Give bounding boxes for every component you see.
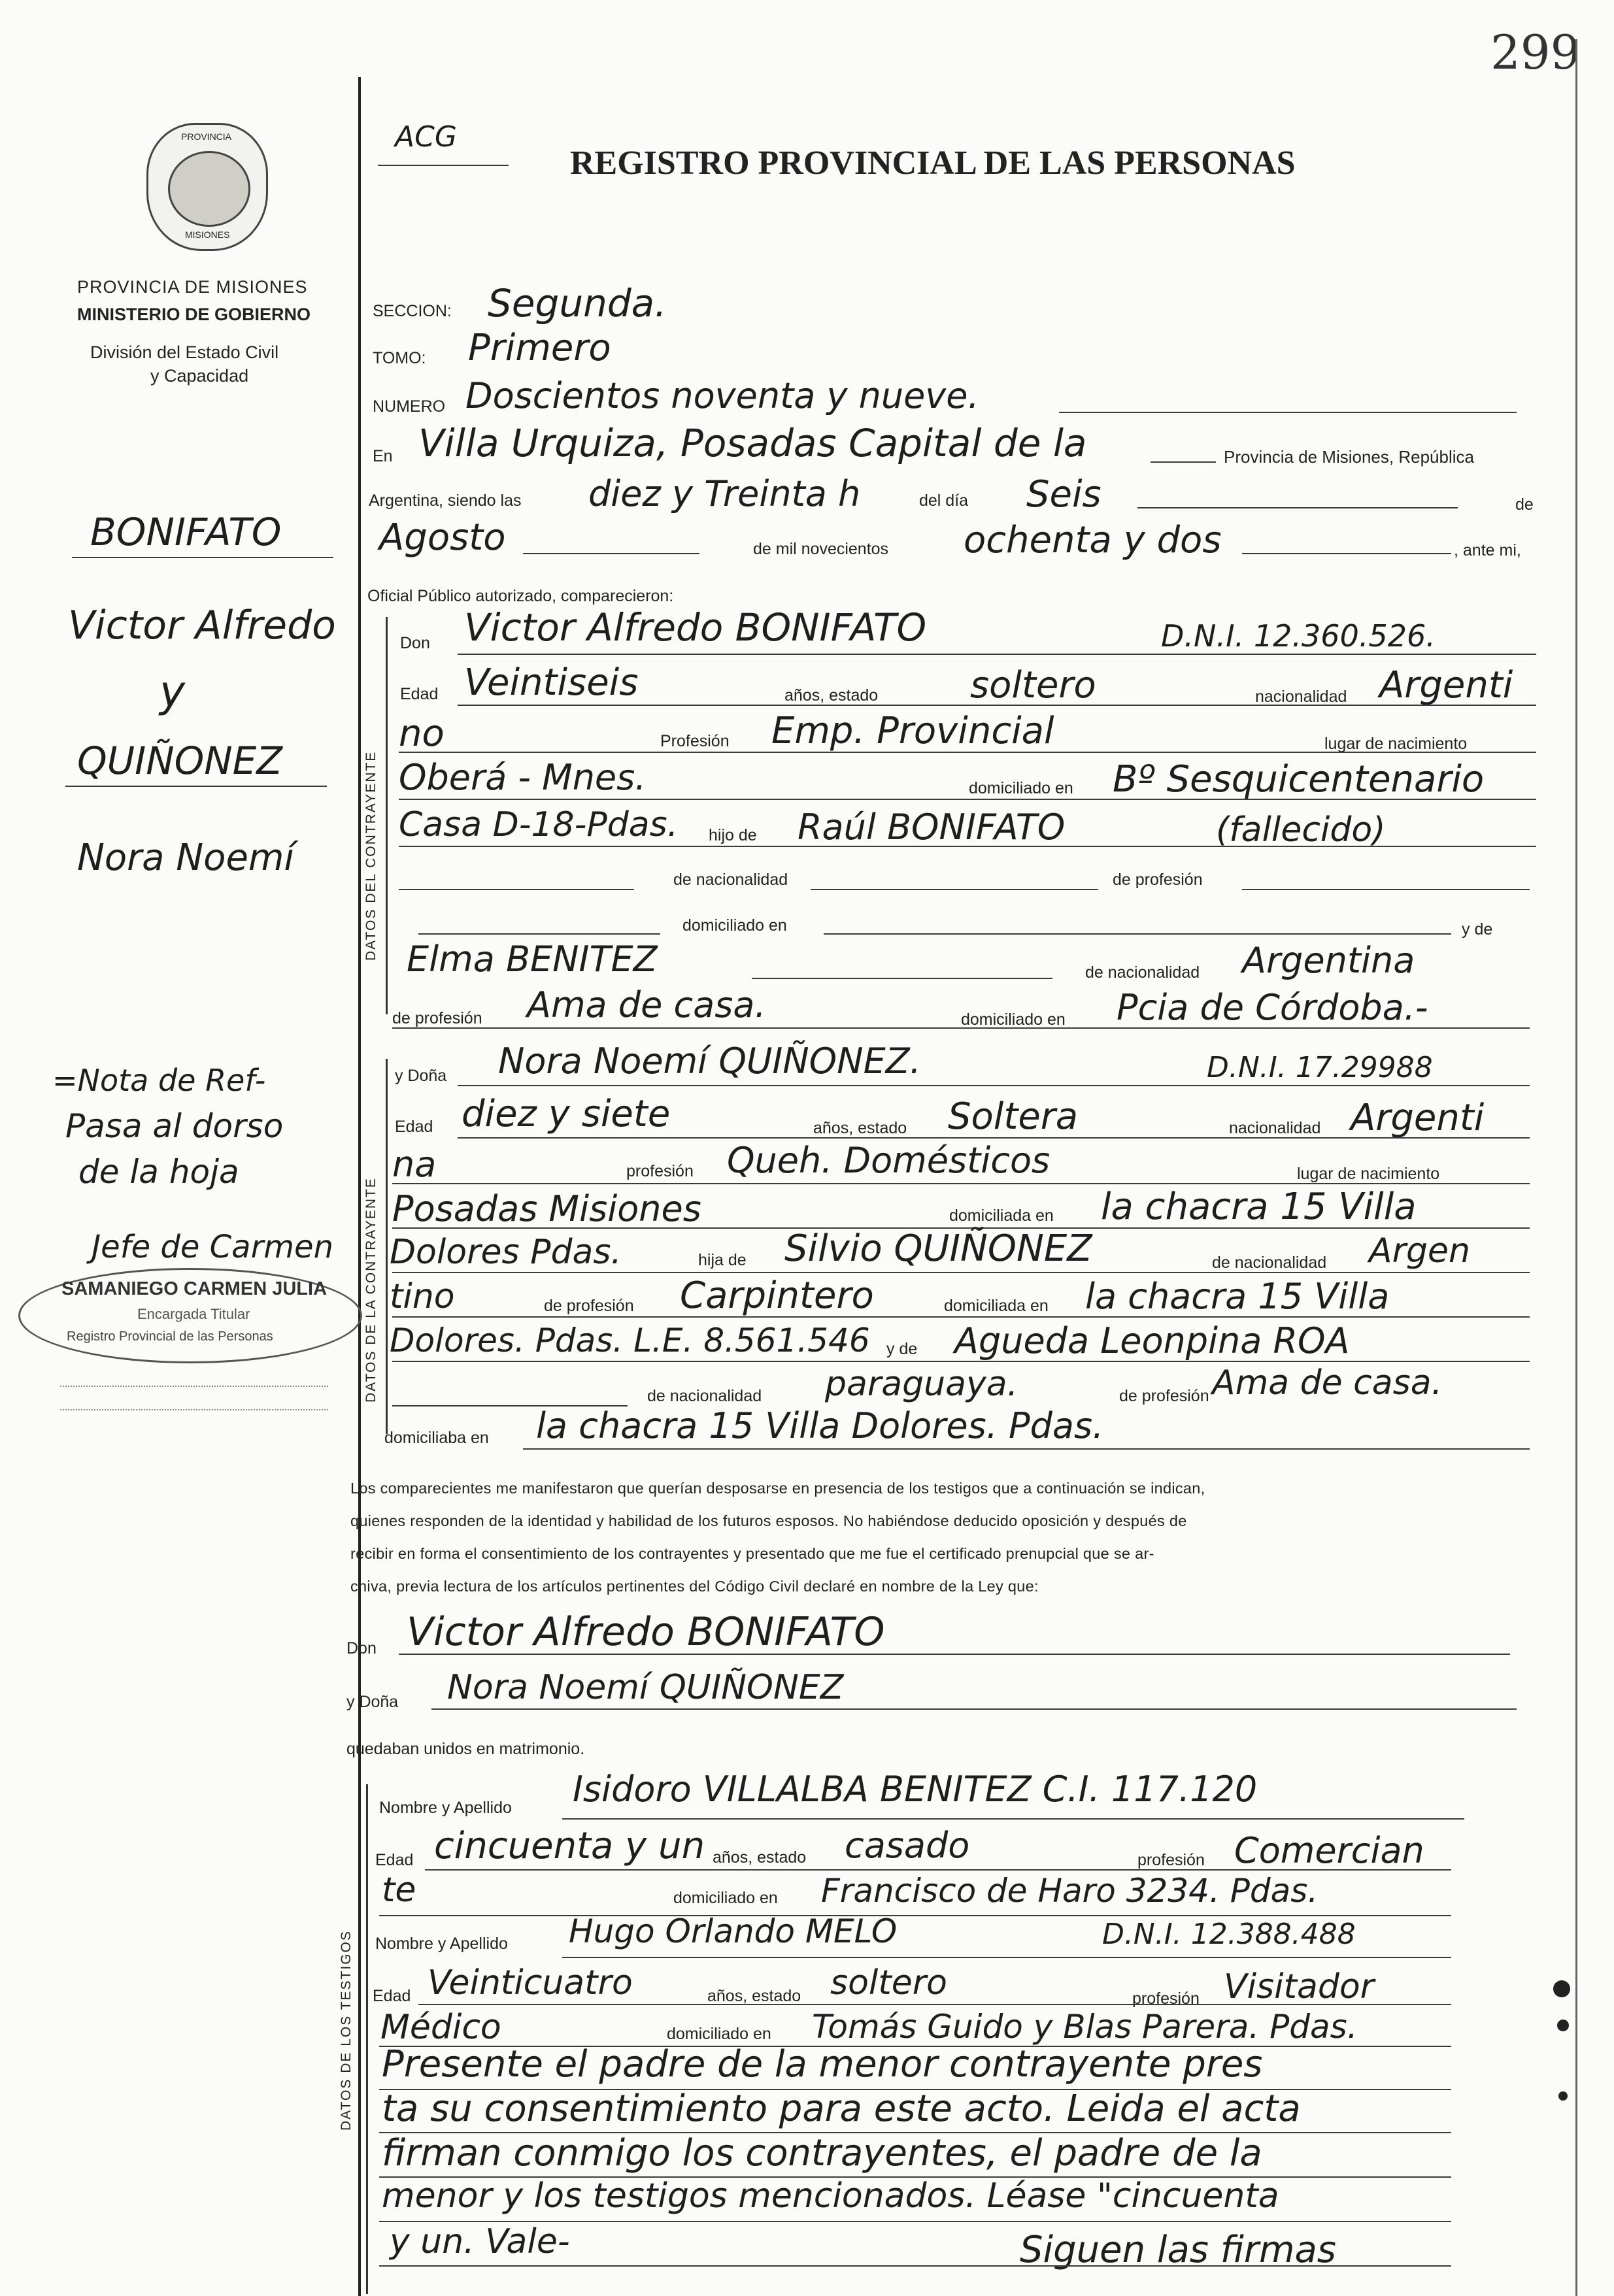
nac-value-2b: na <box>392 1144 437 1185</box>
punch-hole-3 <box>1558 2091 1568 2101</box>
testigo-2-prof-b: Médico <box>380 2008 501 2047</box>
testigo-1-value: Isidoro VILLALBA BENITEZ C.I. 117.120 <box>573 1769 1258 1810</box>
contrayente-box <box>386 617 388 1014</box>
padre-value-1: Raúl BONIFATO <box>798 807 1066 848</box>
dom-value-2b: Dolores Pdas. <box>390 1233 622 1272</box>
domiciliado-label-3: domiciliado en <box>961 1010 1066 1029</box>
profesion-label-t2: profesión <box>1132 1989 1200 2008</box>
observation-line-1: Presente el padre de la menor contrayente pres <box>382 2043 1263 2086</box>
testigo-1-prof-b: te <box>382 1871 416 1910</box>
domiciliada-label-1: domiciliada en <box>949 1206 1054 1225</box>
provincia-label: Provincia de Misiones, República <box>1224 447 1474 467</box>
quedaban-label: quedaban unidos en matrimonio. <box>346 1740 585 1758</box>
anio-value: ochenta y dos <box>964 519 1222 561</box>
testigo-1-dom: Francisco de Haro 3234. Pdas. <box>821 1872 1319 1910</box>
estado-value-2: Soltera <box>948 1095 1079 1138</box>
testigos-box <box>366 1784 368 2294</box>
mes-value: Agosto <box>379 516 506 559</box>
testigo-2-dom: Tomás Guido y Blas Parera. Pdas. <box>812 2008 1358 2046</box>
edad-value-2: diez y siete <box>462 1093 671 1135</box>
dom-value-2a: la chacra 15 Villa <box>1101 1186 1417 1228</box>
de-label: de <box>1515 495 1534 514</box>
lugar-nac-value-1: Oberá - Mnes. <box>399 757 647 798</box>
edad-value-1: Veintiseis <box>464 661 639 704</box>
de-prof-label-1: de profesión <box>1113 871 1203 889</box>
dona-dni: D.N.I. 17.29988 <box>1207 1051 1433 1084</box>
division-line-1: División del Estado Civil <box>90 342 279 362</box>
margin-amp: y <box>160 667 186 717</box>
de-prof-label-3: de profesión <box>544 1297 634 1315</box>
stamp-office: Registro Provincial de las Personas <box>67 1329 273 1344</box>
hora-value: diez y Treinta h <box>588 473 861 514</box>
punch-hole-1 <box>1553 1980 1570 1997</box>
testigo-1-estado: casado <box>845 1825 970 1866</box>
union-don-value: Victor Alfredo BONIFATO <box>407 1609 885 1655</box>
tomo-value: Primero <box>468 327 611 369</box>
union-dona-value: Nora Noemí QUIÑONEZ <box>447 1668 844 1707</box>
padre-nac-2b: tino <box>390 1277 455 1316</box>
estado-value-1: soltero <box>970 664 1096 707</box>
testigo-2-prof-a: Visitador <box>1224 1967 1375 2006</box>
madre-prof-1: Ama de casa. <box>527 984 766 1025</box>
punch-hole-2 <box>1557 2020 1569 2031</box>
observation-line-3: firman conmigo los contrayentes, el padre de la <box>382 2132 1262 2174</box>
dom-value-1a: Bº Sesquicentenario <box>1113 758 1485 801</box>
nacionalidad-label-2: nacionalidad <box>1229 1119 1321 1137</box>
padre-prof-2: Carpintero <box>680 1274 874 1317</box>
initials: ACG <box>395 120 457 154</box>
margin-note-2: Pasa al dorso <box>65 1107 284 1145</box>
madre-nac-2: paraguaya. <box>825 1365 1018 1404</box>
oficial-label: Oficial Público autorizado, comparecieron: <box>367 587 674 605</box>
observation-line-2: ta su consentimiento para este acto. Leida el acta <box>382 2088 1301 2130</box>
observation-line-5: y un. Vale- <box>390 2222 570 2261</box>
union-don-label: Don <box>346 1639 377 1657</box>
seal-top: PROVINCIA <box>181 131 232 142</box>
nac-value-1a: Argenti <box>1379 664 1513 707</box>
nac-value-2a: Argenti <box>1351 1097 1485 1139</box>
lugar-value: Villa Urquiza, Posadas Capital de la <box>418 421 1087 465</box>
lugar-nac-label-1: lugar de nacimiento <box>1324 735 1468 753</box>
anos-estado-label-t1: años, estado <box>713 1848 807 1867</box>
margin-note-3: de la hoja <box>78 1153 239 1191</box>
ministry-name: MINISTERIO DE GOBIERNO <box>77 305 311 324</box>
domiciliado-label-t1: domiciliado en <box>673 1889 778 1907</box>
don-dni: D.N.I. 12.360.526. <box>1161 618 1436 654</box>
paragraph-line-1: Los comparecientes me manifestaron que querían desposarse en presencia de los testigos que a continuación se indican, <box>350 1480 1205 1497</box>
hijo-de-label: hijo de <box>709 826 757 844</box>
madre-nac-1: Argentina <box>1242 940 1415 981</box>
contrayenta-box <box>386 1059 388 1434</box>
de-nac-label-2: de nacionalidad <box>1085 963 1200 982</box>
padre-dom-2b: Dolores. Pdas. L.E. 8.561.546 <box>390 1322 870 1359</box>
side-label-contrayente: DATOS DEL CONTRAYENTE <box>363 750 378 961</box>
dia-value: Seis <box>1026 473 1101 516</box>
profesion-label-2: profesión <box>626 1162 694 1180</box>
edad-label-2: Edad <box>395 1118 433 1136</box>
y-de-label-2: y de <box>886 1340 918 1358</box>
paragraph-line-2: quienes responden de la identidad y habilidad de los futuros esposos. No habiéndose deducido oposición y después de <box>350 1512 1187 1529</box>
numero-value: Doscientos noventa y nueve. <box>465 375 979 416</box>
domiciliado-label-t2: domiciliado en <box>667 2025 771 2043</box>
numero-label: NUMERO <box>373 397 446 416</box>
del-dia-label: del día <box>919 491 969 510</box>
en-label: En <box>373 447 393 465</box>
testigo-1-prof-a: Comercian <box>1234 1830 1424 1871</box>
main-vertical-rule <box>358 77 361 2296</box>
margin-name-1: Victor Alfredo <box>68 603 336 648</box>
paragraph-line-3: recibir en forma el consentimiento de los contrayentes y presentado que me fue el certificado prenupcial que se ar- <box>350 1545 1154 1562</box>
province-name: PROVINCIA DE MISIONES <box>77 277 308 297</box>
madre-dom-2: la chacra 15 Villa Dolores. Pdas. <box>536 1405 1104 1446</box>
padre-value-2: Silvio QUIÑONEZ <box>784 1227 1092 1270</box>
union-dona-label: y Doña <box>346 1693 399 1711</box>
prof-value-1: Emp. Provincial <box>771 710 1054 752</box>
observation-line-6: Siguen las firmas <box>1020 2229 1336 2271</box>
document-title: REGISTRO PROVINCIAL DE LAS PERSONAS <box>570 144 1296 182</box>
prof-value-2: Queh. Domésticos <box>727 1140 1051 1181</box>
testigo-2-edad: Veinticuatro <box>428 1963 633 2003</box>
madre-dom-1: Pcia de Córdoba.- <box>1117 987 1428 1028</box>
division-line-2: y Capacidad <box>150 366 249 386</box>
registrar-signature: Jefe de Carmen <box>92 1229 334 1265</box>
de-nac-label-4: de nacionalidad <box>647 1387 762 1405</box>
madre-value-2: Agueda Leonpina ROA <box>954 1320 1350 1361</box>
de-nac-label-1: de nacionalidad <box>673 871 788 889</box>
anos-estado-label-1: años, estado <box>784 686 879 705</box>
don-label: Don <box>400 634 430 652</box>
profesion-label-1: Profesión <box>660 732 730 750</box>
testigo-2-value: Hugo Orlando MELO <box>569 1912 898 1950</box>
madre-prof-2: Ama de casa. <box>1212 1363 1443 1403</box>
paragraph-line-4: chiva, previa lectura de los artículos pertinentes del Código Civil declaré en nombre de la Ley que: <box>350 1578 1039 1595</box>
seccion-label: SECCION: <box>373 302 452 320</box>
margin-surname-1: BONIFATO <box>90 510 282 554</box>
edad-label-t1: Edad <box>375 1851 414 1869</box>
margin-surname-2: QUIÑONEZ <box>77 739 283 783</box>
nombre-label-1: Nombre y Apellido <box>379 1799 512 1817</box>
y-de-label: y de <box>1462 920 1493 939</box>
domiciliado-label-2: domiciliado en <box>682 916 787 935</box>
profesion-label-t1: profesión <box>1137 1851 1205 1869</box>
de-prof-label-2: de profesión <box>392 1009 482 1027</box>
padre-dom-2a: la chacra 15 Villa <box>1085 1276 1390 1317</box>
testigo-2-estado: soltero <box>830 1963 947 2003</box>
nacionalidad-label-1: nacionalidad <box>1255 688 1347 706</box>
margin-note-1: =Nota de Ref- <box>52 1063 266 1098</box>
don-value: Victor Alfredo BONIFATO <box>464 605 927 650</box>
anos-estado-label-2: años, estado <box>813 1119 907 1137</box>
province-seal <box>146 123 268 251</box>
margin-name-2: Nora Noemí <box>77 837 295 879</box>
dona-value: Nora Noemí QUIÑONEZ. <box>498 1040 921 1082</box>
ante-mi-label: , ante mi, <box>1454 541 1521 559</box>
domiciliado-label-1: domiciliado en <box>969 779 1073 797</box>
stamp-title: Encargada Titular <box>137 1306 250 1322</box>
nac-value-1b: no <box>399 712 445 755</box>
y-dona-label: y Doña <box>395 1067 447 1085</box>
dom-value-1b: Casa D-18-Pdas. <box>399 805 679 844</box>
side-label-testigos: DATOS DE LOS TESTIGOS <box>339 1930 354 2131</box>
padre-estado-1: (fallecido) <box>1216 810 1386 850</box>
argentina-label: Argentina, siendo las <box>369 491 522 510</box>
seccion-value: Segunda. <box>488 281 667 325</box>
testigo-2-dni: D.N.I. 12.388.488 <box>1102 1918 1356 1951</box>
tomo-label: TOMO: <box>373 349 426 367</box>
edad-label-1: Edad <box>400 685 439 703</box>
domiciliaba-label: domiciliaba en <box>384 1429 489 1447</box>
observation-line-4: menor y los testigos mencionados. Léase "cincuenta <box>382 2176 1279 2216</box>
nombre-label-2: Nombre y Apellido <box>375 1935 508 1953</box>
hija-de-label: hija de <box>698 1251 747 1269</box>
testigo-1-edad: cincuenta y un <box>434 1825 705 1867</box>
de-prof-label-4: de profesión <box>1119 1387 1209 1405</box>
anos-estado-label-t2: años, estado <box>707 1987 801 2005</box>
de-nac-label-3: de nacionalidad <box>1212 1254 1327 1272</box>
padre-nac-2a: Argen <box>1369 1231 1470 1271</box>
side-label-contrayente-f: DATOS DE LA CONTRAYENTE <box>363 1177 378 1403</box>
domiciliada-label-2: domiciliada en <box>944 1297 1049 1315</box>
seal-bottom: MISIONES <box>185 229 230 240</box>
madre-value-1: Elma BENITEZ <box>407 939 658 980</box>
lugar-nac-value-2: Posadas Misiones <box>392 1188 701 1229</box>
page-number: 299 <box>1490 25 1581 80</box>
seal-emblem <box>168 151 250 227</box>
edad-label-t2: Edad <box>373 1987 411 2005</box>
de-mil-label: de mil novecientos <box>753 540 889 558</box>
stamp-name: SAMANIEGO CARMEN JULIA <box>61 1278 328 1299</box>
lugar-nac-label-2: lugar de nacimiento <box>1297 1165 1440 1183</box>
